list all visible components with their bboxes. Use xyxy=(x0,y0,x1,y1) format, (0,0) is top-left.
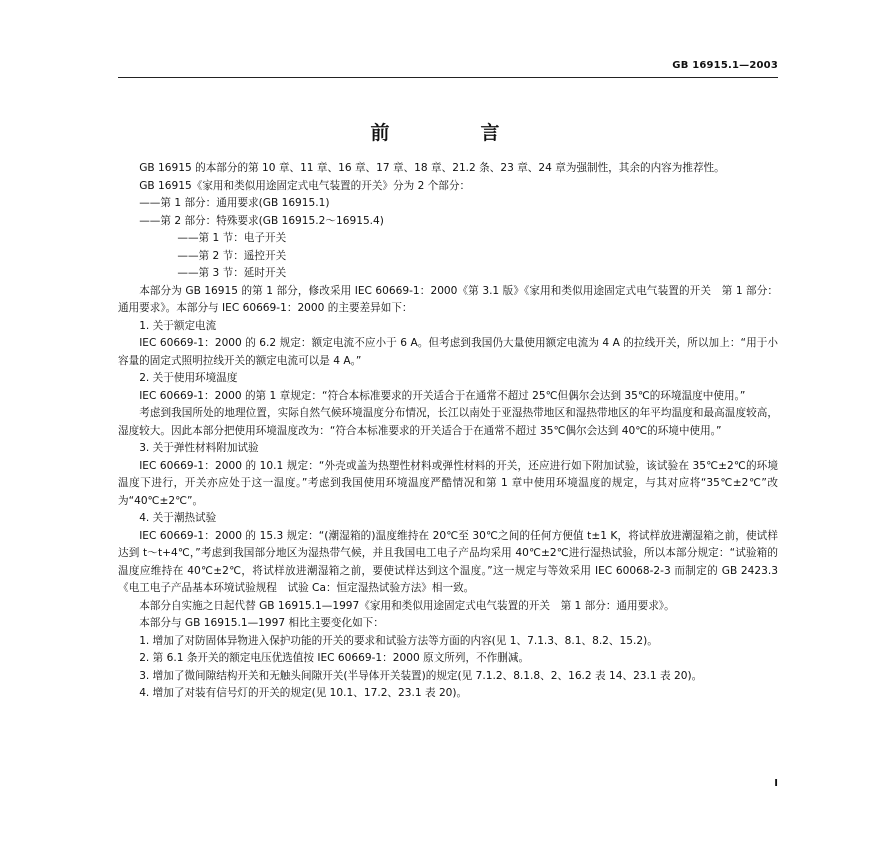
document-body xyxy=(118,160,778,703)
paragraph: IEC 60669-1：2000 的 15.3 规定：“(潮湿箱的)温度维持在 20℃至 30℃之间的任何方便值 t±1 K，将试样放进潮湿箱之前，使试样达到 t～t+4℃，”考虑到我国部分地区为湿热带气候，并且我国电工电子产品均采用 40℃±2℃进行湿热试验，所以本部分规定：“试验箱的温度应维持在 40℃±2℃，将试样放进潮湿箱之前，要使试样达到这个温度。”这一规定与等效采用 IEC 60068-2-3 而制定的 GB 2423.3《电工电子产品基本环境试验规程 试验 Ca：恒定湿热试验方法》相一致。 xyxy=(118,529,778,594)
list-item: ——第 1 部分：通用要求(GB 16915.1) xyxy=(139,197,330,209)
section-heading: 1. 关于额定电流 xyxy=(139,319,217,332)
standard-code: GB 16915.1—2003 xyxy=(672,60,778,71)
section-heading: 4. 关于潮热试验 xyxy=(139,512,217,524)
page-title: 前 言 xyxy=(370,122,536,144)
paragraph: GB 16915 的本部分的第 10 章、11 章、16 章、17 章、18 章、21.2 条、23 章、24 章为强制性，其余的内容为推荐性。 xyxy=(139,162,725,174)
paragraph: GB 16915《家用和类似用途固定式电气装置的开关》分为 2 个部分： xyxy=(139,179,471,192)
paragraph: IEC 60669-1：2000 的 6.2 规定：额定电流不应小于 6 A。但考虑到我国仍大量使用额定电流为 4 A 的拉线开关，所以加上：“用于小容量的固定式照明拉线开关的额定电流可以是 4 A。” xyxy=(118,337,778,367)
list-item: ——第 3 节：延时开关 xyxy=(177,267,287,279)
list-item: 1. 增加了对防固体异物进入保护功能的开关的要求和试验方法等方面的内容(见 1、7.1.3、8.1、8.2、15.2)。 xyxy=(139,634,658,647)
list-item: 4. 增加了对装有信号灯的开关的规定(见 10.1、17.2、23.1 表 20)。 xyxy=(139,687,468,699)
header-rule xyxy=(118,77,778,78)
list-item: ——第 2 部分：特殊要求(GB 16915.2～16915.4) xyxy=(139,214,384,227)
paragraph: 本部分自实施之日起代替 GB 16915.1—1997《家用和类似用途固定式电气装置的开关 第 1 部分：通用要求》。 xyxy=(139,599,675,612)
paragraph: IEC 60669-1：2000 的 10.1 规定：“外壳或盖为热塑性材料或弹性材料的开关，还应进行如下附加试验，该试验在 35℃±2℃的环境温度下进行，开关亦应处于这一温度。”考虑到我国使用环境温度严酷情况和第 1 章中使用环境温度的规定，与其对应将“35℃±2℃”改为“40℃±2℃”。 xyxy=(118,459,778,507)
section-heading: 3. 关于弹性材料附加试验 xyxy=(139,442,259,454)
paragraph: IEC 60669-1：2000 的第 1 章规定：“符合本标准要求的开关适合于在通常不超过 25℃但偶尔会达到 35℃的环境温度中使用。” xyxy=(139,389,746,402)
section-heading: 2. 关于使用环境温度 xyxy=(139,372,238,384)
paragraph: 考虑到我国所处的地理位置，实际自然气候环境温度分布情况，长江以南处于亚湿热带地区和湿热带地区的年平均温度和最高温度较高，湿度较大。因此本部分把使用环境温度改为：“符合本标准要求的开关适合于在通常不超过 35℃偶尔会达到 40℃的环境中使用。” xyxy=(118,407,778,437)
list-item: ——第 1 节：电子开关 xyxy=(177,232,287,244)
paragraph: 本部分为 GB 16915 的第 1 部分，修改采用 IEC 60669-1：2000《第 3.1 版》《家用和类似用途固定式电气装置的开关 第 1 部分：通用要求》。本部分与 IEC 60669-1：2000 的主要差异如下： xyxy=(118,284,778,314)
list-item: ——第 2 节：遥控开关 xyxy=(177,249,287,262)
list-item: 2. 第 6.1 条开关的额定电压优选值按 IEC 60669-1：2000 原文所列，不作删减。 xyxy=(139,652,530,664)
list-item: 3. 增加了微间隙结构开关和无触头间隙开关(半导体开关装置)的规定(见 7.1.2、8.1.8、2、16.2 表 14、23.1 表 20)。 xyxy=(139,669,703,682)
paragraph: 本部分与 GB 16915.1—1997 相比主要变化如下： xyxy=(139,617,384,629)
page-number: I xyxy=(774,778,778,789)
